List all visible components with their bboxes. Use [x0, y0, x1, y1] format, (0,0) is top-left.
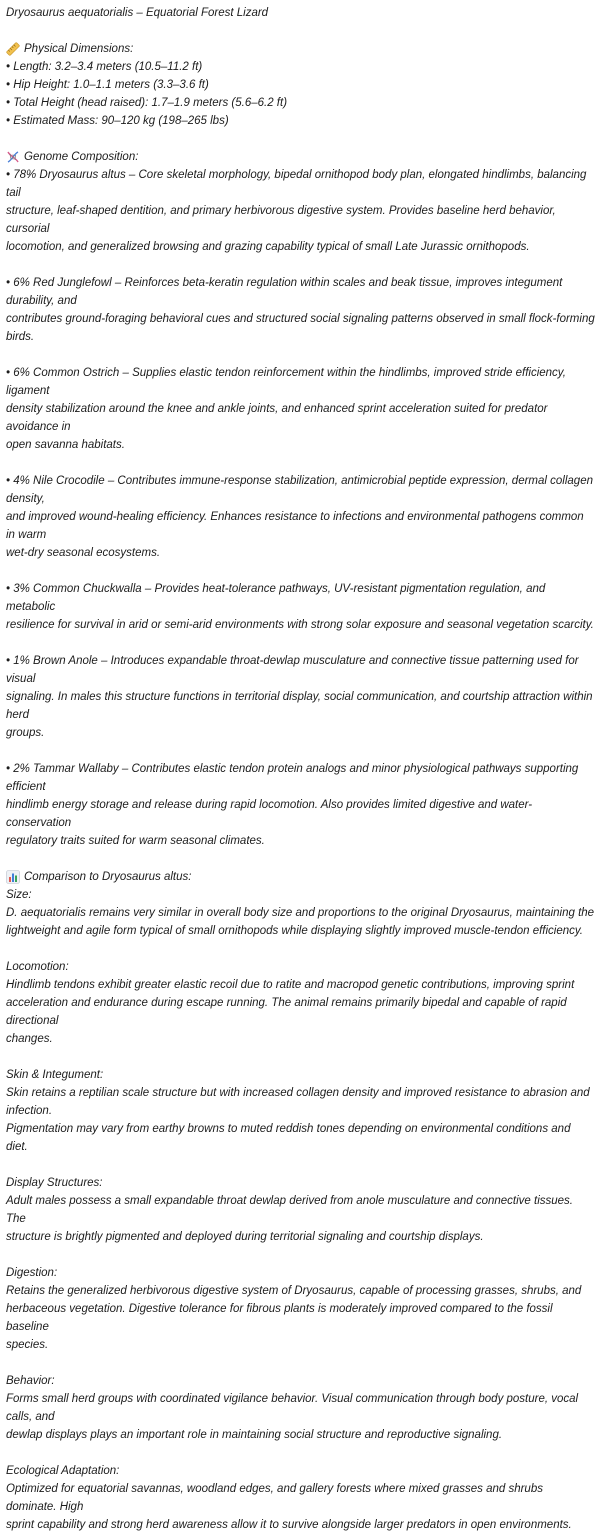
comparison-section [6, 1264, 595, 1354]
spacer [6, 256, 595, 274]
section-heading: Ecological Adaptation: [6, 1465, 120, 1477]
physical-item: • Hip Height: 1.0–1.1 meters (3.3–3.6 ft) [6, 79, 209, 91]
text-line: Pigmentation may vary from earthy browns to muted reddish tones depending on environmental conditions and diet. [6, 1123, 574, 1153]
spacer [6, 1444, 595, 1462]
bar-chart-icon [6, 870, 20, 884]
text-line: open savanna habitats. [6, 439, 125, 451]
spacer [6, 1354, 595, 1372]
genome-heading-text: Genome Composition: [24, 151, 139, 163]
spacer [6, 562, 595, 580]
section-heading: Skin & Integument: [6, 1069, 104, 1081]
comparison-section [6, 1462, 595, 1534]
text-line: dewlap displays plays an important role in maintaining social structure and reproductive signaling. [6, 1429, 503, 1441]
text-line: hindlimb energy storage and release during rapid locomotion. Also provides limited digestive and water-conservation [6, 799, 533, 829]
text-line: groups. [6, 727, 45, 739]
genome-item [6, 760, 595, 850]
text-line: herbaceous vegetation. Digestive tolerance for fibrous plants is moderately improved compared to the fossil baseline [6, 1303, 556, 1333]
physical-item: • Total Height (head raised): 1.7–1.9 meters (5.6–6.2 ft) [6, 97, 288, 109]
comparison-heading-text: Comparison to Dryosaurus altus: [24, 871, 192, 883]
text-line: Retains the generalized herbivorous digestive system of Dryosaurus, capable of processing grasses, shrubs, and [6, 1285, 582, 1297]
section-heading: Display Structures: [6, 1177, 103, 1189]
text-line: acceleration and endurance during escape running. The animal remains primarily bipedal and capable of rapid directional [6, 997, 570, 1027]
spacer [6, 742, 595, 760]
comparison-section [6, 1372, 595, 1444]
spacer [6, 1156, 595, 1174]
text-line: wet-dry seasonal ecosystems. [6, 547, 161, 559]
genome-item [6, 166, 595, 256]
ruler-icon [6, 42, 20, 56]
comparison-heading [6, 868, 595, 886]
text-line: Adult males possess a small expandable throat dewlap derived from anole musculature and connective tissues. The [6, 1195, 577, 1225]
text-line: structure, leaf-shaped dentition, and primary herbivorous digestive system. Provides baseline herd behavior, cursorial [6, 205, 559, 235]
text-line: sprint capability and strong herd awareness allow it to survive alongside larger predators in open environments. [6, 1519, 572, 1531]
text-line: contributes ground-foraging behavioral cues and structured social signaling patterns observed in small flock-forming birds. [6, 313, 598, 343]
text-line: structure is brightly pigmented and deployed during territorial signaling and courtship displays. [6, 1231, 484, 1243]
section-heading: Digestion: [6, 1267, 58, 1279]
document-title: Dryosaurus aequatorialis – Equatorial Forest Lizard [6, 7, 269, 19]
text-line: D. aequatorialis remains very similar in overall body size and proportions to the original Dryosaurus, maintaining the [6, 907, 595, 919]
section-heading: Size: [6, 889, 32, 901]
physical-heading-text: Physical Dimensions: [24, 43, 134, 55]
text-line: Optimized for equatorial savannas, woodland edges, and gallery forests where mixed grasses and shrubs dominate. High [6, 1483, 547, 1513]
genome-item [6, 652, 595, 742]
text-line: changes. [6, 1033, 53, 1045]
spacer [6, 1246, 595, 1264]
text-line: species. [6, 1339, 49, 1351]
text-line: regulatory traits suited for warm seasonal climates. [6, 835, 265, 847]
comparison-section [6, 1066, 595, 1156]
text-line: density stabilization around the knee and ankle joints, and enhanced sprint acceleration suited for predator avoidance in [6, 403, 551, 433]
genome-item [6, 472, 595, 562]
spacer [6, 1048, 595, 1066]
spacer [6, 22, 595, 40]
spacer [6, 454, 595, 472]
dna-icon [6, 150, 20, 164]
text-line: • 2% Tammar Wallaby – Contributes elastic tendon protein analogs and minor physiological pathways supporting efficient [6, 763, 582, 793]
section-heading: Behavior: [6, 1375, 55, 1387]
text-line: • 1% Brown Anole – Introduces expandable throat-dewlap musculature and connective tissue patterning used for visual [6, 655, 582, 685]
spacer [6, 850, 595, 868]
text-line: • 78% Dryosaurus altus – Core skeletal morphology, bipedal ornithopod body plan, elongated hindlimbs, balancing tail [6, 169, 590, 199]
text-line: • 3% Common Chuckwalla – Provides heat-tolerance pathways, UV-resistant pigmentation regulation, and metabolic [6, 583, 549, 613]
text-line: • 6% Red Junglefowl – Reinforces beta-keratin regulation within scales and beak tissue, improves integument durability, and [6, 277, 566, 307]
physical-item: • Length: 3.2–3.4 meters (10.5–11.2 ft) [6, 61, 203, 73]
spacer [6, 940, 595, 958]
comparison-section [6, 1174, 595, 1246]
text-line: and improved wound-healing efficiency. Enhances resistance to infections and environmental pathogens common in warm [6, 511, 587, 541]
genome-heading [6, 148, 595, 166]
text-line: Skin retains a reptilian scale structure but with increased collagen density and improved resistance to abrasion and infection. [6, 1087, 593, 1117]
spacer [6, 130, 595, 148]
physical-dimensions-heading [6, 40, 595, 58]
genome-item [6, 364, 595, 454]
comparison-section [6, 886, 595, 940]
text-line: • 4% Nile Crocodile – Contributes immune-response stabilization, antimicrobial peptide expression, dermal collagen density, [6, 475, 597, 505]
comparison-section [6, 958, 595, 1048]
text-line: lightweight and agile form typical of small ornithopods while displaying slightly improved muscle-tendon efficiency. [6, 925, 583, 937]
spacer [6, 634, 595, 652]
section-heading: Locomotion: [6, 961, 69, 973]
text-line: Forms small herd groups with coordinated vigilance behavior. Visual communication through body posture, vocal calls, and [6, 1393, 582, 1423]
text-line: resilience for survival in arid or semi-arid environments with strong solar exposure and seasonal vegetation scarcity. [6, 619, 594, 631]
text-line: Hindlimb tendons exhibit greater elastic recoil due to ratite and macropod genetic contributions, improving sprint [6, 979, 575, 991]
genome-item [6, 274, 598, 346]
physical-item: • Estimated Mass: 90–120 kg (198–265 lbs) [6, 115, 229, 127]
text-line: locomotion, and generalized browsing and grazing capability typical of small Late Jurassic ornithopods. [6, 241, 530, 253]
text-line: signaling. In males this structure functions in territorial display, social communication, and courtship attraction within herd [6, 691, 596, 721]
spacer [6, 346, 595, 364]
genome-item [6, 580, 595, 634]
text-line: • 6% Common Ostrich – Supplies elastic tendon reinforcement within the hindlimbs, improved stride efficiency, ligament [6, 367, 570, 397]
